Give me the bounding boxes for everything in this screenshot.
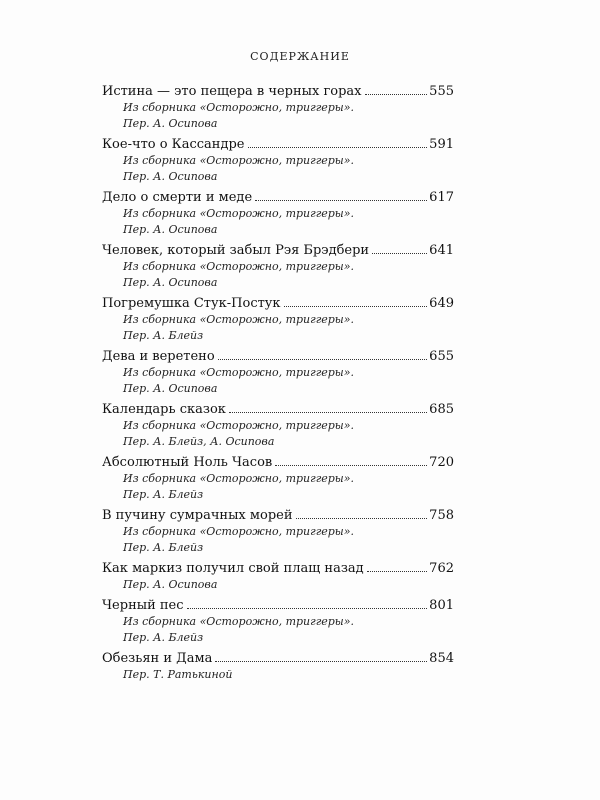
toc-entry-title: Кое-что о Кассандре	[102, 137, 245, 152]
toc-entry	[102, 136, 454, 185]
toc-entry-line	[102, 136, 454, 153]
dot-leader	[215, 661, 427, 662]
toc-entry-collection: Из сборника «Осторожно, триггеры».	[123, 366, 354, 379]
dot-leader	[187, 608, 428, 609]
toc-entry-title: Как маркиз получил свой плащ назад	[102, 561, 364, 576]
toc-entry-title: В пучину сумрачных морей	[102, 508, 293, 523]
toc-entry-translator: Пер. А. Осипова	[123, 276, 218, 289]
dot-leader	[365, 94, 428, 95]
toc-entry-title: Истина — это пещера в черных горах	[102, 84, 362, 99]
toc-entry-page-number: 854	[429, 651, 454, 666]
toc-entry-page-number: 758	[429, 508, 454, 523]
toc-entry-page-number: 685	[429, 402, 454, 417]
dot-leader	[218, 359, 428, 360]
toc-entry-translator: Пер. А. Осипова	[123, 117, 218, 130]
toc-entry-collection: Из сборника «Осторожно, триггеры».	[123, 615, 354, 628]
dot-leader	[275, 465, 427, 466]
toc-entry-collection: Из сборника «Осторожно, триггеры».	[123, 154, 354, 167]
dot-leader	[367, 571, 427, 572]
toc-entry-line	[102, 295, 454, 312]
toc-entry-translator: Пер. А. Блейз, А. Осипова	[123, 435, 275, 448]
toc-entry-translator: Пер. А. Блейз	[123, 488, 204, 501]
toc-entry-line	[102, 560, 454, 577]
toc-entry-translator: Пер. А. Блейз	[123, 631, 204, 644]
toc-entry-line	[102, 650, 454, 667]
toc-entry-line	[102, 454, 454, 471]
toc-entry-translator: Пер. А. Осипова	[123, 382, 218, 395]
toc-entry	[102, 507, 454, 556]
toc-entry-line	[102, 348, 454, 365]
toc-entry-title: Погремушка Стук-Постук	[102, 296, 281, 311]
toc-entry-page-number: 617	[429, 190, 454, 205]
toc-entry-collection: Из сборника «Осторожно, триггеры».	[123, 207, 354, 220]
toc-entry	[102, 560, 454, 593]
toc-entry-title: Календарь сказок	[102, 402, 226, 417]
toc-entry-translator: Пер. А. Осипова	[123, 223, 218, 236]
toc-entry	[102, 189, 454, 238]
toc-entry-page-number: 649	[429, 296, 454, 311]
toc-entry	[102, 83, 454, 132]
toc-entry-translator: Пер. Т. Ратькиной	[123, 668, 233, 681]
toc-entry-translator: Пер. А. Блейз	[123, 541, 204, 554]
toc-entry-collection: Из сборника «Осторожно, триггеры».	[123, 472, 354, 485]
toc-entry-title: Дева и веретено	[102, 349, 215, 364]
dot-leader	[255, 200, 427, 201]
toc-entry	[102, 242, 454, 291]
toc-entry-translator: Пер. А. Блейз	[123, 329, 204, 342]
toc-entry-line	[102, 242, 454, 259]
toc-entry-page-number: 801	[429, 598, 454, 613]
toc-entry-page-number: 591	[429, 137, 454, 152]
dot-leader	[248, 147, 428, 148]
toc-entry-page-number: 720	[429, 455, 454, 470]
toc-entry-collection: Из сборника «Осторожно, триггеры».	[123, 260, 354, 273]
toc-entry-line	[102, 401, 454, 418]
toc-entry-line	[102, 189, 454, 206]
toc-entry-line	[102, 597, 454, 614]
toc-entry-title: Дело о смерти и меде	[102, 190, 253, 205]
dot-leader	[296, 518, 428, 519]
toc-entry-page-number: 655	[429, 349, 454, 364]
dot-leader	[284, 306, 428, 307]
toc-entry-line	[102, 83, 454, 100]
page-heading: СОДЕРЖАНИЕ	[250, 50, 350, 63]
toc-entry-page-number: 641	[429, 243, 454, 258]
toc-entry	[102, 295, 454, 344]
dot-leader	[372, 253, 427, 254]
table-of-contents	[102, 83, 454, 687]
dot-leader	[229, 412, 427, 413]
toc-entry-page-number: 555	[429, 84, 454, 99]
toc-entry	[102, 348, 454, 397]
toc-entry	[102, 401, 454, 450]
toc-entry-collection: Из сборника «Осторожно, триггеры».	[123, 313, 354, 326]
toc-entry-line	[102, 507, 454, 524]
toc-entry	[102, 597, 454, 646]
toc-entry-translator: Пер. А. Осипова	[123, 170, 218, 183]
toc-entries	[102, 83, 454, 683]
toc-entry-collection: Из сборника «Осторожно, триггеры».	[123, 419, 354, 432]
toc-entry-translator: Пер. А. Осипова	[123, 578, 218, 591]
toc-entry	[102, 454, 454, 503]
toc-entry	[102, 650, 454, 683]
toc-entry-collection: Из сборника «Осторожно, триггеры».	[123, 101, 354, 114]
toc-entry-collection: Из сборника «Осторожно, триггеры».	[123, 525, 354, 538]
toc-entry-title: Черный пес	[102, 598, 184, 613]
toc-entry-page-number: 762	[429, 561, 454, 576]
toc-entry-title: Абсолютный Ноль Часов	[102, 455, 273, 470]
toc-entry-title: Обезьян и Дама	[102, 651, 213, 666]
toc-entry-title: Человек, который забыл Рэя Брэдбери	[102, 243, 370, 258]
